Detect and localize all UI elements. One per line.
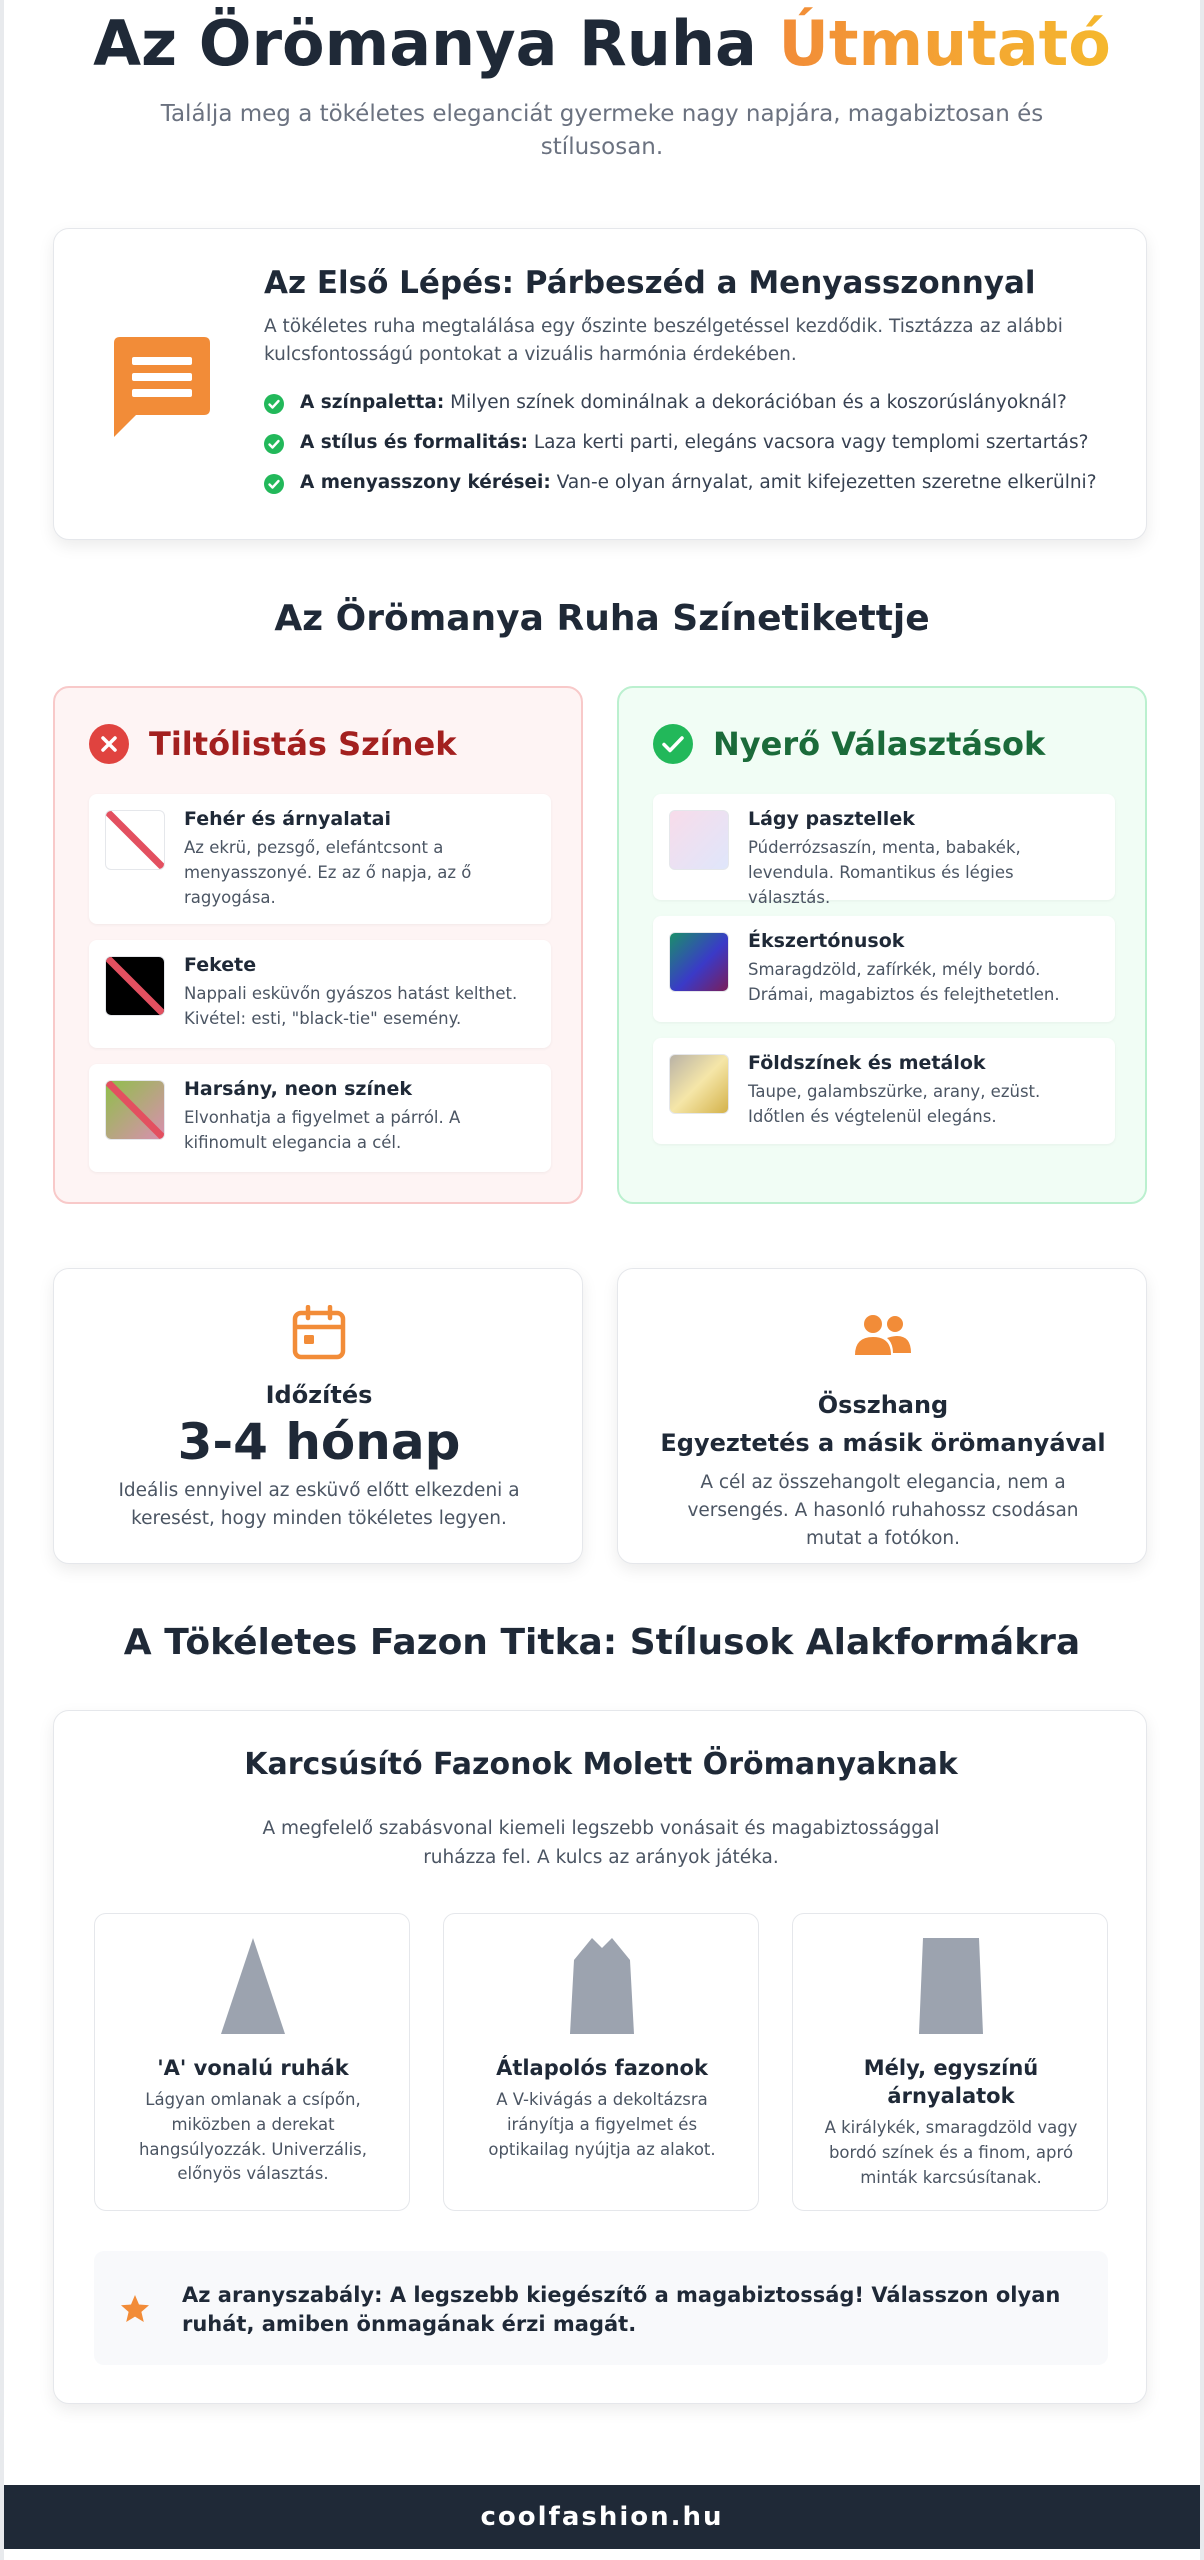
footer-brand: coolfashion.hu <box>480 2502 724 2532</box>
style-card-desc: Lágyan omlanak a csípőn, miközben a derekat hangsúlyozzák. Univerzális, előnyös választás. <box>138 2090 368 2184</box>
color-item-desc: Nappali esküvőn gyászos hatást kelthet. Kivétel: esti, "black-tie" esemény. <box>184 984 518 1028</box>
checklist-item-label: A stílus és formalitás: <box>300 432 528 453</box>
people-icon <box>853 1313 913 1357</box>
color-item-desc: Taupe, galambszürke, arany, ezüst. Időtlen és végtelenül elegáns. <box>748 1082 1041 1126</box>
color-swatch-black <box>105 956 165 1016</box>
chat-bubble-icon <box>104 329 214 439</box>
timing-label: Időzítés <box>265 1381 373 1409</box>
color-item <box>653 1038 1115 1144</box>
color-swatch-neon <box>105 1080 165 1140</box>
color-item <box>653 916 1115 1022</box>
x-circle-icon <box>89 724 129 764</box>
first-step-description: A tökéletes ruha megtalálása egy őszinte beszélgetéssel kezdődik. Tisztázza az alábbi kulcsfontosságú pontokat a vizuális harmónia érdekében. <box>264 316 1063 365</box>
timing-value: 3-4 hónap <box>177 1413 461 1471</box>
checklist-item-text: Laza kerti parti, elegáns vacsora vagy templomi szertartás? <box>527 432 1089 453</box>
page <box>4 0 1200 2560</box>
check-circle-icon <box>264 474 284 494</box>
color-item-title: Lágy pasztellek <box>748 808 915 830</box>
checklist <box>264 389 1124 509</box>
harmony-label: Összhang <box>817 1391 949 1419</box>
calendar-icon <box>291 1305 347 1361</box>
wrap-dress-icon <box>570 1938 634 2034</box>
color-item-desc: Elvonhatja a figyelmet a párról. A kifinomult elegancia a cél. <box>184 1108 461 1152</box>
checklist-item <box>264 389 1124 429</box>
check-circle-icon <box>264 434 284 454</box>
color-swatch-earth <box>669 1054 729 1114</box>
style-card-title: 'A' vonalú ruhák <box>157 2056 349 2080</box>
color-item-title: Harsány, neon színek <box>184 1078 413 1100</box>
footer <box>4 2485 1200 2549</box>
check-circle-icon <box>653 724 693 764</box>
style-card-a-line <box>94 1913 410 2211</box>
fashion-card-title: Karcsúsító Fazonok Molett Örömanyaknak <box>244 1747 958 1782</box>
color-item <box>89 1064 551 1172</box>
fashion-card-subtitle: A megfelelő szabásvonal kiemeli legszebb vonásait és magabiztossággal ruházza fel. A kulcs az arányok játéka. <box>262 1818 940 1868</box>
harmony-text: A cél az összehangolt elegancia, nem a versengés. A hasonló ruhahossz csodásan mutat a fotókon. <box>687 1472 1079 1549</box>
harmony-card <box>617 1268 1147 1564</box>
checklist-item-label: A menyasszony kérései: <box>300 472 551 493</box>
style-card-desc: A V-kivágás a dekoltázsra irányítja a figyelmet és optikailag nyújtja az alakot. <box>488 2090 716 2159</box>
color-swatch-jewel <box>669 932 729 992</box>
page-title <box>4 8 1200 79</box>
color-item-desc: Púderrózsaszín, menta, babakék, levendula. Romantikus és légies választás. <box>748 838 1021 907</box>
golden-rule-text: Az aranyszabály: A legszebb kiegészítő a magabiztosság! Válasszon olyan ruhát, amiben önmagának érzi magát. <box>182 2283 1061 2337</box>
first-step-title: Az Első Lépés: Párbeszéd a Menyasszonnyal <box>264 265 1036 301</box>
winning-colors-title: Nyerő Választások <box>713 725 1046 763</box>
checklist-item <box>264 429 1124 469</box>
color-swatch-white <box>105 810 165 870</box>
first-step-card <box>53 228 1147 540</box>
winning-colors-panel <box>617 686 1147 1204</box>
color-item <box>653 794 1115 907</box>
checklist-item-text: Milyen színek dominálnak a dekorációban és a koszorúslányoknál? <box>444 392 1067 413</box>
checklist-item-text: Van-e olyan árnyalat, amit kifejezetten szeretne elkerülni? <box>550 472 1097 493</box>
style-card-title: Mély, egyszínű árnyalatok <box>863 2056 1039 2109</box>
timing-text: Ideális ennyivel az esküvő előtt elkezdeni a keresést, hogy minden tökéletes legyen. <box>118 1480 520 1529</box>
page-title-accent: Útmutató <box>778 7 1111 80</box>
color-item-title: Fehér és árnyalatai <box>184 808 391 830</box>
color-swatch-pastel <box>669 810 729 870</box>
harmony-subtitle: Egyeztetés a másik örömanyával <box>660 1429 1106 1457</box>
color-item-desc: Az ekrü, pezsgő, elefántcsont a menyasszonyé. Ez az ő napja, az ő ragyogása. <box>184 838 472 907</box>
style-card-wrap <box>443 1913 759 2211</box>
page-title-main: Az Örömanya Ruha <box>93 7 779 80</box>
check-circle-icon <box>264 394 284 414</box>
golden-rule-box <box>94 2251 1108 2365</box>
style-card-desc: A királykék, smaragdzöld vagy bordó színek és a finom, apró minták karcsúsítanak. <box>824 2118 1078 2187</box>
color-item-title: Ékszertónusok <box>748 930 905 952</box>
fashion-section-title: A Tökéletes Fazon Titka: Stílusok Alakformákra <box>123 1622 1081 1663</box>
color-item-title: Földszínek és metálok <box>748 1052 986 1074</box>
color-item <box>89 794 551 924</box>
solid-dress-icon <box>919 1938 983 2034</box>
style-card-deep-colors <box>792 1913 1108 2211</box>
checklist-item-label: A színpaletta: <box>300 392 445 413</box>
color-etiquette-title: Az Örömanya Ruha Színetikettje <box>274 598 930 639</box>
forbidden-colors-title: Tiltólistás Színek <box>149 725 457 763</box>
style-card-title: Átlapolós fazonok <box>496 2056 708 2080</box>
checklist-item <box>264 469 1124 509</box>
fashion-card <box>53 1710 1147 2404</box>
timing-card <box>53 1268 583 1564</box>
star-icon <box>120 2294 150 2324</box>
forbidden-colors-panel <box>53 686 583 1204</box>
a-line-dress-icon <box>221 1938 285 2034</box>
color-item-desc: Smaragdzöld, zafírkék, mély bordó. Drámai, magabiztos és felejthetetlen. <box>748 960 1060 1004</box>
color-item <box>89 940 551 1048</box>
page-subtitle: Találja meg a tökéletes eleganciát gyermeke nagy napjára, magabiztosan és stílusosan. <box>160 101 1044 161</box>
color-item-title: Fekete <box>184 954 257 976</box>
